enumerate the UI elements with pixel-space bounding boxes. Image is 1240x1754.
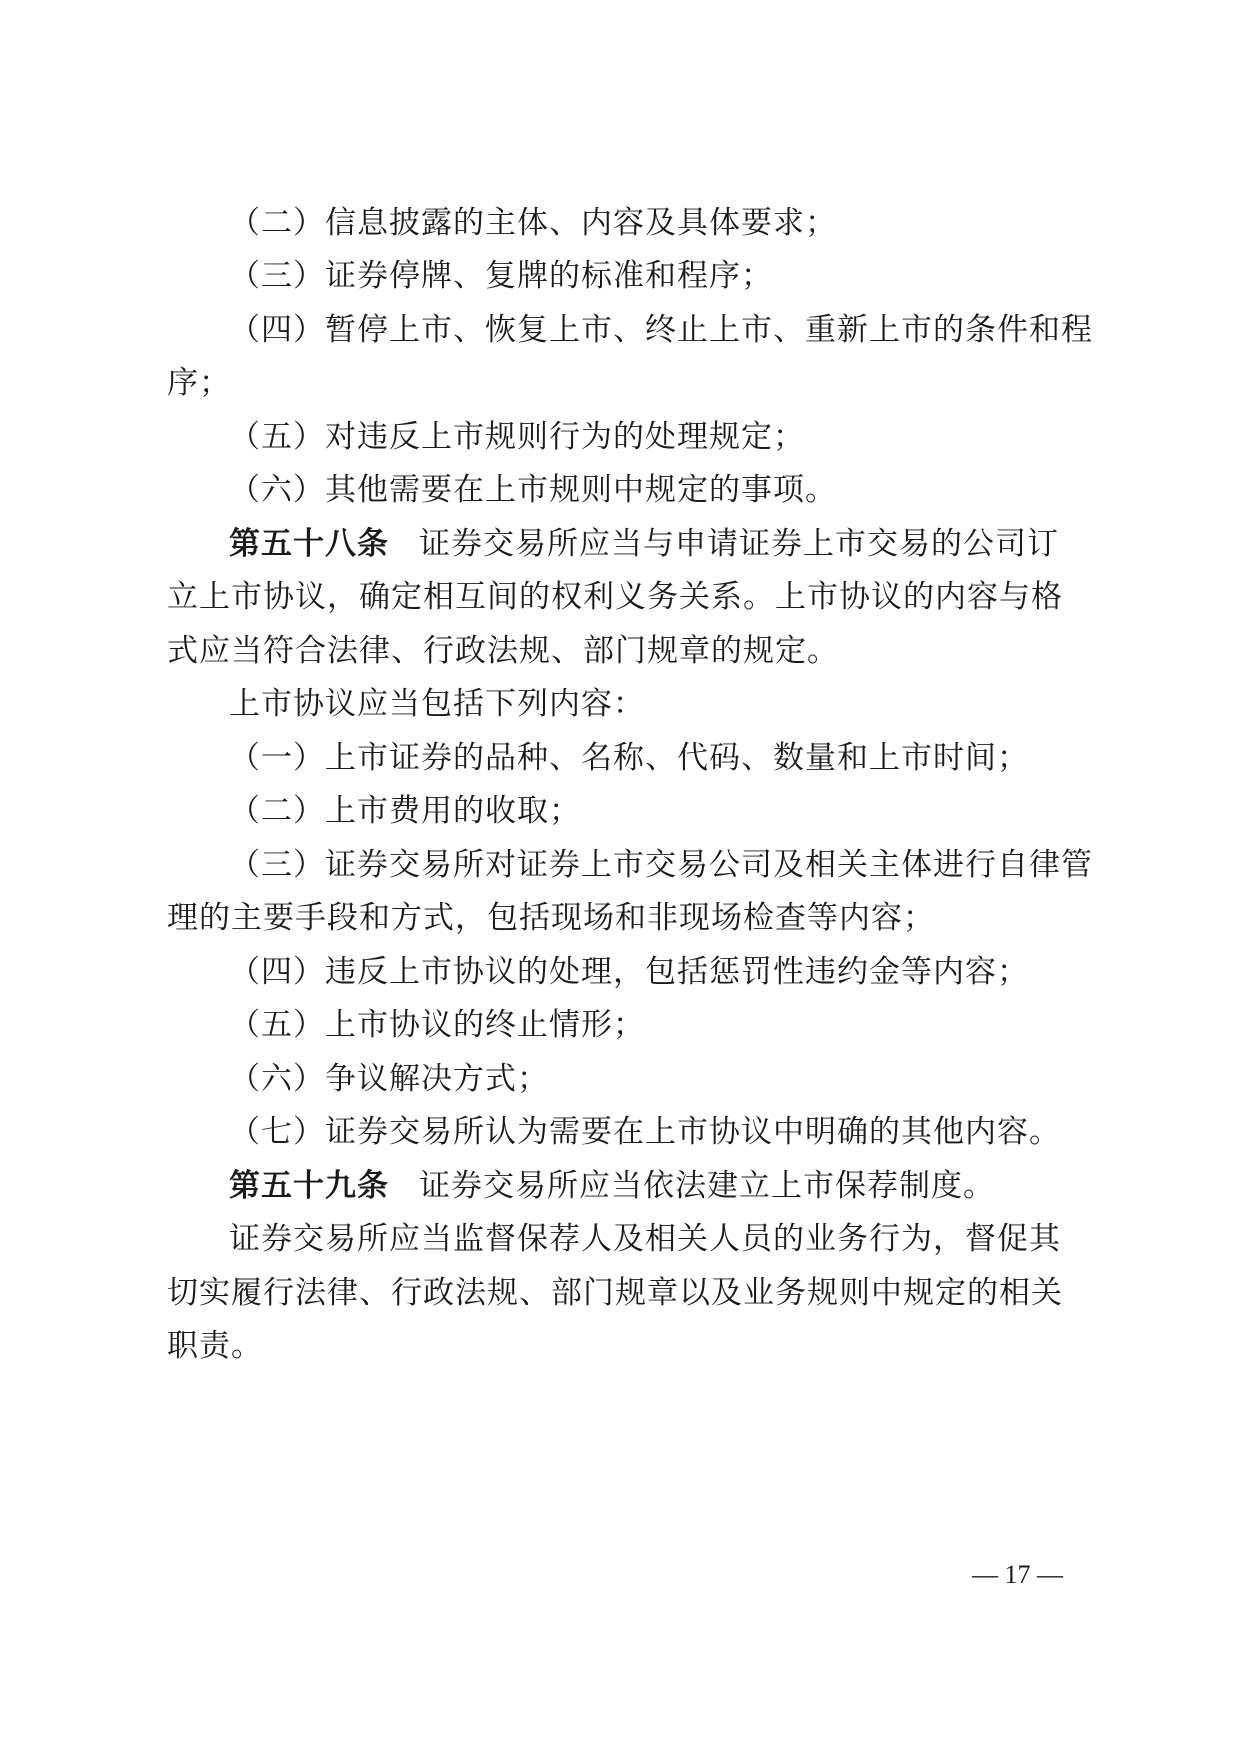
text-line: 立上市协议，确定相互间的权利义务关系。上市协议的内容与格 [167, 579, 1063, 615]
text-line: （四）违反上市协议的处理，包括惩罚性违约金等内容； [229, 954, 1029, 990]
article-58-first-line [229, 524, 1059, 564]
text-line: 证券交易所应当监督保荐人及相关人员的业务行为，督促其 [229, 1221, 1061, 1257]
text-line: 证券交易所应当与申请证券上市交易的公司订 [419, 526, 1059, 562]
text-line: 序； [167, 365, 231, 401]
text-line: （三）证券停牌、复牌的标准和程序； [229, 258, 773, 294]
article-59-first-line [229, 1166, 995, 1206]
text-line: （一）上市证券的品种、名称、代码、数量和上市时间； [229, 740, 1029, 776]
text-line: （二）信息披露的主体、内容及具体要求； [229, 205, 837, 241]
article-59-heading: 第五十九条 [229, 1168, 389, 1204]
text-line: 切实履行法律、行政法规、部门规章以及业务规则中规定的相关 [167, 1275, 1063, 1311]
text-line: （六）其他需要在上市规则中规定的事项。 [229, 472, 837, 508]
text-line: （五）对违反上市规则行为的处理规定； [229, 419, 805, 455]
text-line: （六）争议解决方式； [229, 1061, 549, 1097]
text-line: 职责。 [167, 1328, 263, 1364]
text-line: 上市协议应当包括下列内容： [229, 686, 645, 722]
text-line: （二）上市费用的收取； [229, 793, 581, 829]
article-58-heading: 第五十八条 [229, 526, 389, 562]
text-line: 理的主要手段和方式，包括现场和非现场检查等内容； [167, 900, 935, 936]
text-line: （五）上市协议的终止情形； [229, 1007, 645, 1043]
text-line: 式应当符合法律、行政法规、部门规章的规定。 [167, 633, 839, 669]
text-line: （三）证券交易所对证券上市交易公司及相关主体进行自律管 [229, 847, 1093, 883]
text-line: （七）证券交易所认为需要在上市协议中明确的其他内容。 [229, 1114, 1061, 1150]
page-number: — 17 — [972, 1560, 1063, 1589]
text-line: 证券交易所应当依法建立上市保荐制度。 [419, 1168, 995, 1204]
text-line: （四）暂停上市、恢复上市、终止上市、重新上市的条件和程 [229, 312, 1093, 348]
